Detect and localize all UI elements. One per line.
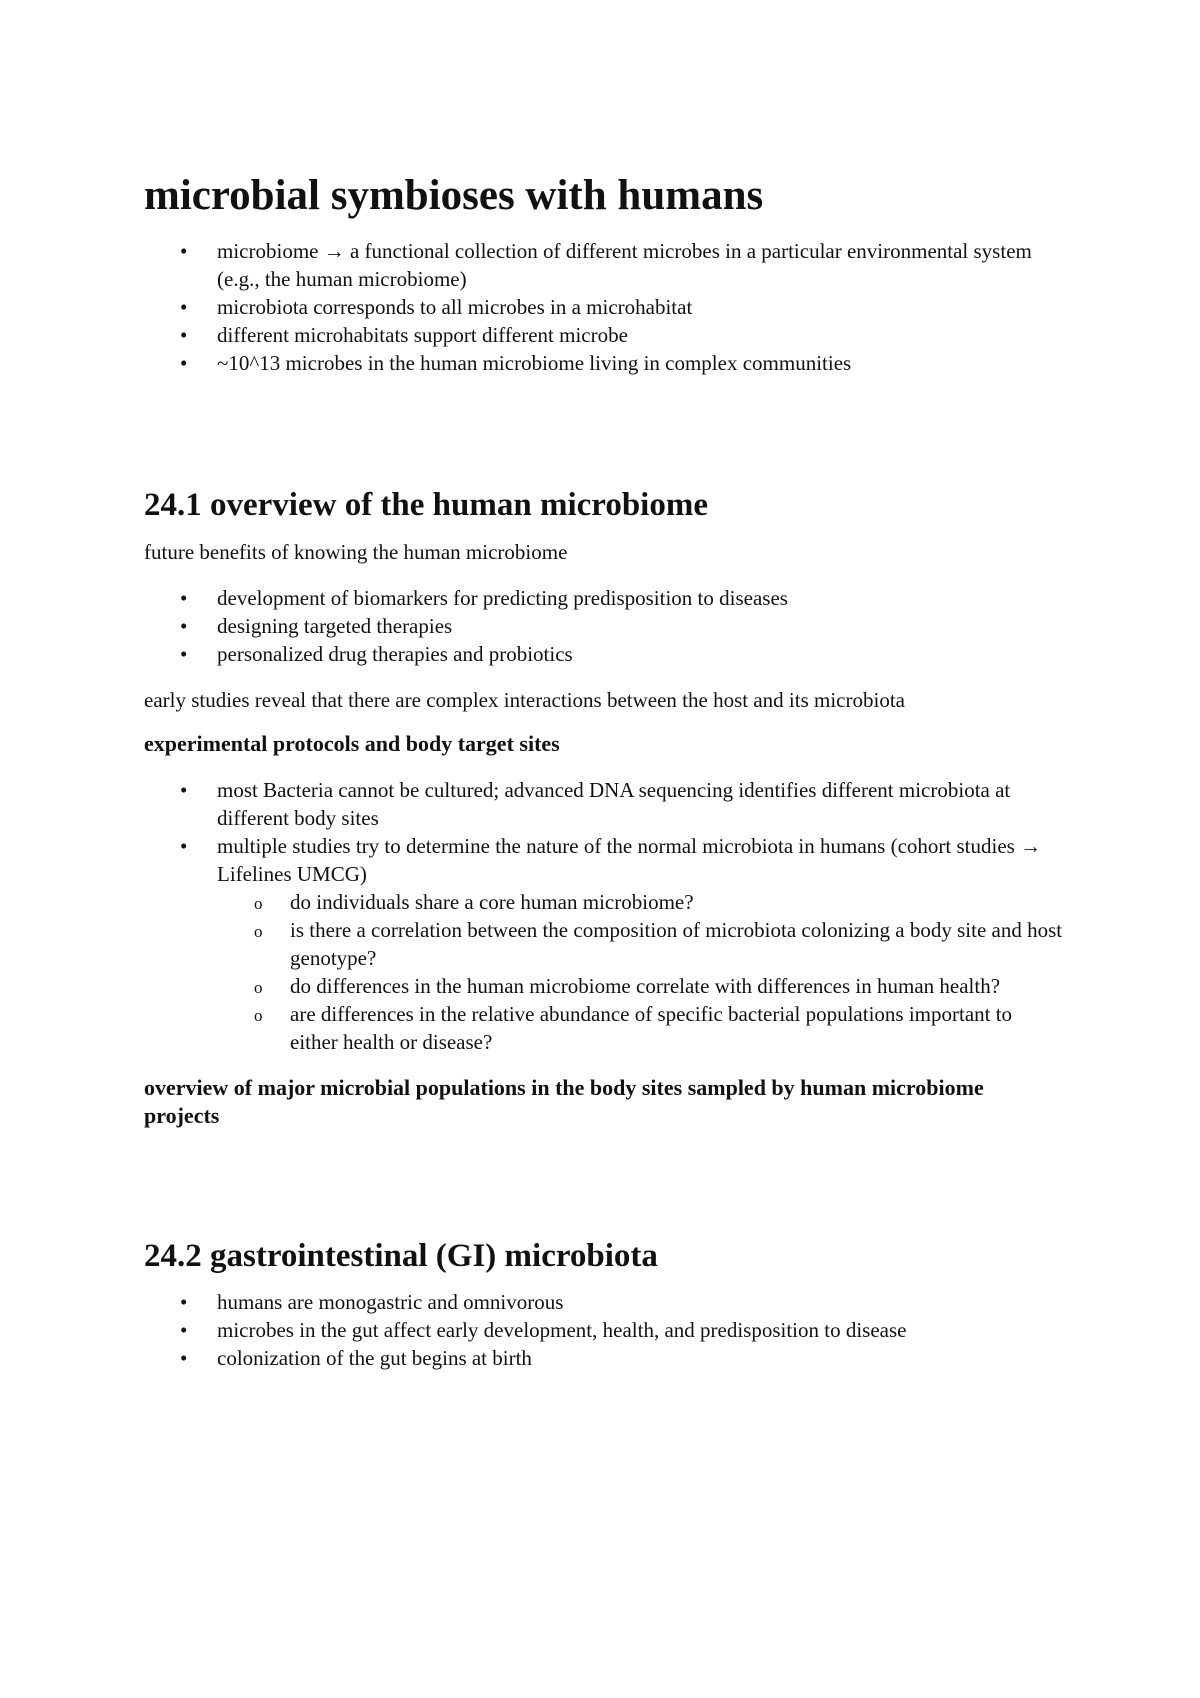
bullet-icon: • xyxy=(180,585,188,610)
list-item: • multiple studies try to determine the nature of the normal microbiota in humans (cohort studies → Lifelines UMCG) o do individuals share a core human microbiome? o is there a correlation between the composition of microbiota colonizing a body site and host genotype? o do differences in the human microbiome correlate with differences in human health? o are differences in the relative abundance of specific bacterial populations important to either health or disease? xyxy=(144,832,1064,1056)
list-item: • microbes in the gut affect early development, health, and predisposition to disease xyxy=(180,1317,907,1342)
list-item: • colonization of the gut begins at birth xyxy=(180,1345,532,1370)
bullet-icon: • xyxy=(180,613,188,638)
list-item: • microbiota corresponds to all microbes in a microhabitat xyxy=(180,295,693,320)
benefits-list xyxy=(144,584,1064,668)
intro-list xyxy=(144,237,1064,377)
bullet-icon: • xyxy=(180,833,188,858)
bullet-icon: • xyxy=(180,1317,188,1342)
list-item: • microbiome → a functional collection of different microbes in a particular environmental system (e.g., the human microbiome) xyxy=(180,239,1032,292)
bullet-icon: • xyxy=(180,323,188,348)
protocols-list xyxy=(144,776,1064,1056)
subheading-overview: overview of major microbial populations in the body sites sampled by human microbiome projects xyxy=(144,1074,984,1128)
benefits-intro: future benefits of knowing the human microbiome xyxy=(144,539,568,564)
bullet-icon: • xyxy=(180,239,188,264)
list-item: • development of biomarkers for predicting predisposition to diseases xyxy=(180,585,788,610)
bullet-icon: • xyxy=(180,777,188,802)
sub-bullet-icon: o xyxy=(254,921,263,941)
early-studies-paragraph: early studies reveal that there are complex interactions between the host and its microbiota xyxy=(144,687,905,712)
document-content xyxy=(144,172,1064,1372)
list-item: • humans are monogastric and omnivorous xyxy=(180,1289,564,1314)
page-title: microbial symbioses with humans xyxy=(144,172,764,219)
sub-list-item: o are differences in the relative abundance of specific bacterial populations important to either health or disease? xyxy=(254,1001,1013,1054)
gi-list xyxy=(144,1288,1064,1372)
sub-bullet-icon: o xyxy=(254,1005,263,1025)
sub-list-item: o do differences in the human microbiome correlate with differences in human health? xyxy=(144,972,1064,1000)
section-heading-24-1: 24.1 overview of the human microbiome xyxy=(144,487,708,524)
bullet-icon: • xyxy=(180,1345,188,1370)
bullet-icon: • xyxy=(180,641,188,666)
questions-list xyxy=(217,888,1064,1056)
sub-list-item: o do individuals share a core human microbiome? xyxy=(144,888,1064,916)
sub-list-item: o is there a correlation between the composition of microbiota colonizing a body site and host genotype? xyxy=(254,917,1063,970)
bullet-icon: • xyxy=(180,1289,188,1314)
bullet-icon: • xyxy=(180,351,188,376)
sub-bullet-icon: o xyxy=(254,977,263,997)
list-item: • ~10^13 microbes in the human microbiome living in complex communities xyxy=(180,351,852,376)
list-item: • designing targeted therapies xyxy=(180,613,453,638)
sub-bullet-icon: o xyxy=(254,893,263,913)
list-item: • most Bacteria cannot be cultured; advanced DNA sequencing identifies different microbiota at different body sites xyxy=(180,777,1011,830)
bullet-icon: • xyxy=(180,295,188,320)
list-item: • different microhabitats support different microbe xyxy=(180,323,628,348)
list-item: • personalized drug therapies and probiotics xyxy=(180,641,573,666)
section-heading-24-2: 24.2 gastrointestinal (GI) microbiota xyxy=(144,1237,658,1274)
subheading-protocols: experimental protocols and body target sites xyxy=(144,730,560,756)
